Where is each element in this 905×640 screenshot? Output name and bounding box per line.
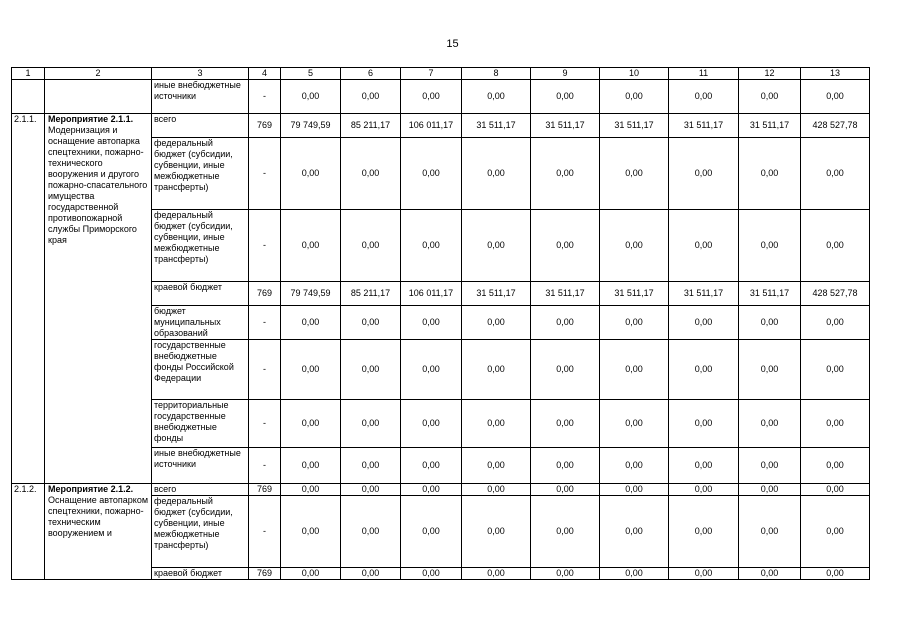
measure-title: Мероприятие 2.1.2. [48, 484, 134, 494]
value-cell: 85 211,17 [341, 114, 401, 138]
table-body [12, 68, 870, 580]
value-cell: 0,00 [462, 138, 531, 210]
value-cell: 0,00 [341, 138, 401, 210]
value-cell: 0,00 [739, 496, 801, 568]
value-cell: 0,00 [341, 80, 401, 114]
value-cell: 0,00 [462, 568, 531, 580]
cell-col4: 769 [249, 282, 281, 306]
value-cell: 0,00 [462, 496, 531, 568]
measure-cell [45, 484, 152, 580]
cell-col4: - [249, 496, 281, 568]
value-cell: 31 511,17 [669, 282, 739, 306]
value-cell: 0,00 [600, 496, 669, 568]
value-cell: 0,00 [600, 400, 669, 448]
value-cell: 0,00 [281, 306, 341, 340]
value-cell: 0,00 [739, 448, 801, 484]
source-cell: бюджет муниципальных образований [152, 306, 249, 340]
value-cell: 0,00 [401, 138, 462, 210]
value-cell: 0,00 [669, 306, 739, 340]
value-cell: 0,00 [600, 210, 669, 282]
value-cell: 0,00 [531, 484, 600, 496]
source-cell: всего [152, 114, 249, 138]
value-cell: 0,00 [531, 340, 600, 400]
table-row [12, 114, 870, 138]
value-cell: 0,00 [801, 400, 870, 448]
value-cell: 0,00 [462, 484, 531, 496]
cell-col4: - [249, 400, 281, 448]
column-header: 7 [401, 68, 462, 80]
value-cell: 0,00 [401, 80, 462, 114]
source-cell: федеральный бюджет (субсидии, субвенции, иные межбюджетные трансферты) [152, 138, 249, 210]
value-cell: 0,00 [739, 80, 801, 114]
value-cell: 0,00 [739, 306, 801, 340]
column-header: 4 [249, 68, 281, 80]
table-row [12, 80, 870, 114]
value-cell: 106 011,17 [401, 282, 462, 306]
value-cell: 0,00 [462, 448, 531, 484]
value-cell: 31 511,17 [739, 114, 801, 138]
cell-col4: - [249, 448, 281, 484]
value-cell: 31 511,17 [600, 114, 669, 138]
source-cell: федеральный бюджет (субсидии, субвенции, иные межбюджетные трансферты) [152, 210, 249, 282]
value-cell: 0,00 [281, 340, 341, 400]
value-cell: 0,00 [801, 484, 870, 496]
value-cell: 0,00 [341, 340, 401, 400]
value-cell: 0,00 [531, 568, 600, 580]
value-cell: 0,00 [600, 568, 669, 580]
value-cell: 0,00 [462, 210, 531, 282]
value-cell: 0,00 [531, 210, 600, 282]
page-number: 15 [446, 38, 459, 50]
value-cell: 0,00 [341, 568, 401, 580]
value-cell: 0,00 [462, 340, 531, 400]
value-cell: 0,00 [401, 448, 462, 484]
value-cell: 0,00 [739, 210, 801, 282]
source-cell: краевой бюджет [152, 282, 249, 306]
cell-col4: - [249, 138, 281, 210]
value-cell: 79 749,59 [281, 282, 341, 306]
value-cell: 0,00 [739, 138, 801, 210]
value-cell: 31 511,17 [462, 282, 531, 306]
source-cell: государственные внебюджетные фонды Российской Федерации [152, 340, 249, 400]
value-cell: 0,00 [669, 484, 739, 496]
value-cell: 0,00 [401, 306, 462, 340]
value-cell: 0,00 [462, 306, 531, 340]
cell-col4: 769 [249, 568, 281, 580]
cell-col4: - [249, 210, 281, 282]
column-header: 2 [45, 68, 152, 80]
measure-code: 2.1.1. [12, 114, 45, 484]
cell-col4: 769 [249, 114, 281, 138]
table-row [12, 484, 870, 496]
measure-title: Мероприятие 2.1.1. [48, 114, 134, 124]
value-cell: 0,00 [341, 306, 401, 340]
value-cell: 0,00 [281, 80, 341, 114]
value-cell: 0,00 [600, 306, 669, 340]
value-cell: 0,00 [462, 80, 531, 114]
value-cell: 0,00 [600, 448, 669, 484]
value-cell: 0,00 [600, 484, 669, 496]
header-row [12, 68, 870, 80]
value-cell: 31 511,17 [462, 114, 531, 138]
column-header: 10 [600, 68, 669, 80]
value-cell: 0,00 [341, 210, 401, 282]
value-cell: 31 511,17 [531, 114, 600, 138]
value-cell: 0,00 [669, 496, 739, 568]
value-cell: 0,00 [739, 340, 801, 400]
budget-table [11, 67, 870, 580]
column-header: 13 [801, 68, 870, 80]
cell-col4: 769 [249, 484, 281, 496]
value-cell: 0,00 [401, 210, 462, 282]
value-cell: 31 511,17 [600, 282, 669, 306]
value-cell: 0,00 [281, 484, 341, 496]
value-cell: 0,00 [401, 340, 462, 400]
value-cell: 0,00 [801, 80, 870, 114]
value-cell: 0,00 [401, 400, 462, 448]
value-cell: 0,00 [600, 138, 669, 210]
value-cell: 0,00 [669, 400, 739, 448]
value-cell: 0,00 [739, 400, 801, 448]
value-cell: 0,00 [462, 400, 531, 448]
column-header: 1 [12, 68, 45, 80]
event-cell [45, 80, 152, 114]
value-cell: 0,00 [739, 484, 801, 496]
source-cell: иные внебюджетные источники [152, 80, 249, 114]
value-cell: 31 511,17 [531, 282, 600, 306]
value-cell: 0,00 [281, 400, 341, 448]
column-header: 9 [531, 68, 600, 80]
value-cell: 0,00 [531, 138, 600, 210]
measure-description: Модернизация и оснащение автопарка спецтехники, пожарно-технического вооружения и другого пожарно-спасательного имущества государственной противопожарной службы Приморского края [48, 125, 148, 245]
value-cell: 0,00 [281, 138, 341, 210]
value-cell: 0,00 [401, 484, 462, 496]
column-header: 6 [341, 68, 401, 80]
value-cell: 0,00 [341, 496, 401, 568]
value-cell: 0,00 [281, 496, 341, 568]
value-cell: 0,00 [341, 400, 401, 448]
value-cell: 31 511,17 [669, 114, 739, 138]
code-cell [12, 80, 45, 114]
value-cell: 0,00 [801, 210, 870, 282]
measure-cell [45, 114, 152, 484]
value-cell: 106 011,17 [401, 114, 462, 138]
value-cell: 428 527,78 [801, 282, 870, 306]
value-cell: 0,00 [669, 568, 739, 580]
value-cell: 0,00 [281, 210, 341, 282]
source-cell: федеральный бюджет (субсидии, субвенции, иные межбюджетные трансферты) [152, 496, 249, 568]
column-header: 8 [462, 68, 531, 80]
column-header: 12 [739, 68, 801, 80]
value-cell: 0,00 [401, 568, 462, 580]
cell-col4: - [249, 340, 281, 400]
value-cell: 0,00 [801, 340, 870, 400]
value-cell: 0,00 [739, 568, 801, 580]
value-cell: 0,00 [600, 80, 669, 114]
value-cell: 0,00 [669, 448, 739, 484]
value-cell: 0,00 [531, 448, 600, 484]
value-cell: 0,00 [281, 568, 341, 580]
value-cell: 0,00 [669, 80, 739, 114]
source-cell: иные внебюджетные источники [152, 448, 249, 484]
value-cell: 85 211,17 [341, 282, 401, 306]
value-cell: 0,00 [669, 340, 739, 400]
value-cell: 0,00 [801, 138, 870, 210]
cell-col4: - [249, 80, 281, 114]
column-header: 3 [152, 68, 249, 80]
value-cell: 0,00 [531, 80, 600, 114]
measure-code: 2.1.2. [12, 484, 45, 580]
value-cell: 0,00 [801, 496, 870, 568]
value-cell: 0,00 [531, 496, 600, 568]
column-header: 5 [281, 68, 341, 80]
value-cell: 0,00 [669, 138, 739, 210]
value-cell: 0,00 [801, 448, 870, 484]
value-cell: 0,00 [531, 400, 600, 448]
cell-col4: - [249, 306, 281, 340]
value-cell: 0,00 [281, 448, 341, 484]
source-cell: территориальные государственные внебюджетные фонды [152, 400, 249, 448]
value-cell: 428 527,78 [801, 114, 870, 138]
column-header: 11 [669, 68, 739, 80]
value-cell: 0,00 [341, 484, 401, 496]
measure-description: Оснащение автопарком спецтехники, пожарно-техническим вооружением и [48, 495, 149, 538]
value-cell: 0,00 [341, 448, 401, 484]
value-cell: 0,00 [801, 306, 870, 340]
source-cell: краевой бюджет [152, 568, 249, 580]
value-cell: 0,00 [801, 568, 870, 580]
value-cell: 0,00 [531, 306, 600, 340]
source-cell: всего [152, 484, 249, 496]
value-cell: 0,00 [600, 340, 669, 400]
value-cell: 0,00 [401, 496, 462, 568]
value-cell: 79 749,59 [281, 114, 341, 138]
value-cell: 31 511,17 [739, 282, 801, 306]
value-cell: 0,00 [669, 210, 739, 282]
